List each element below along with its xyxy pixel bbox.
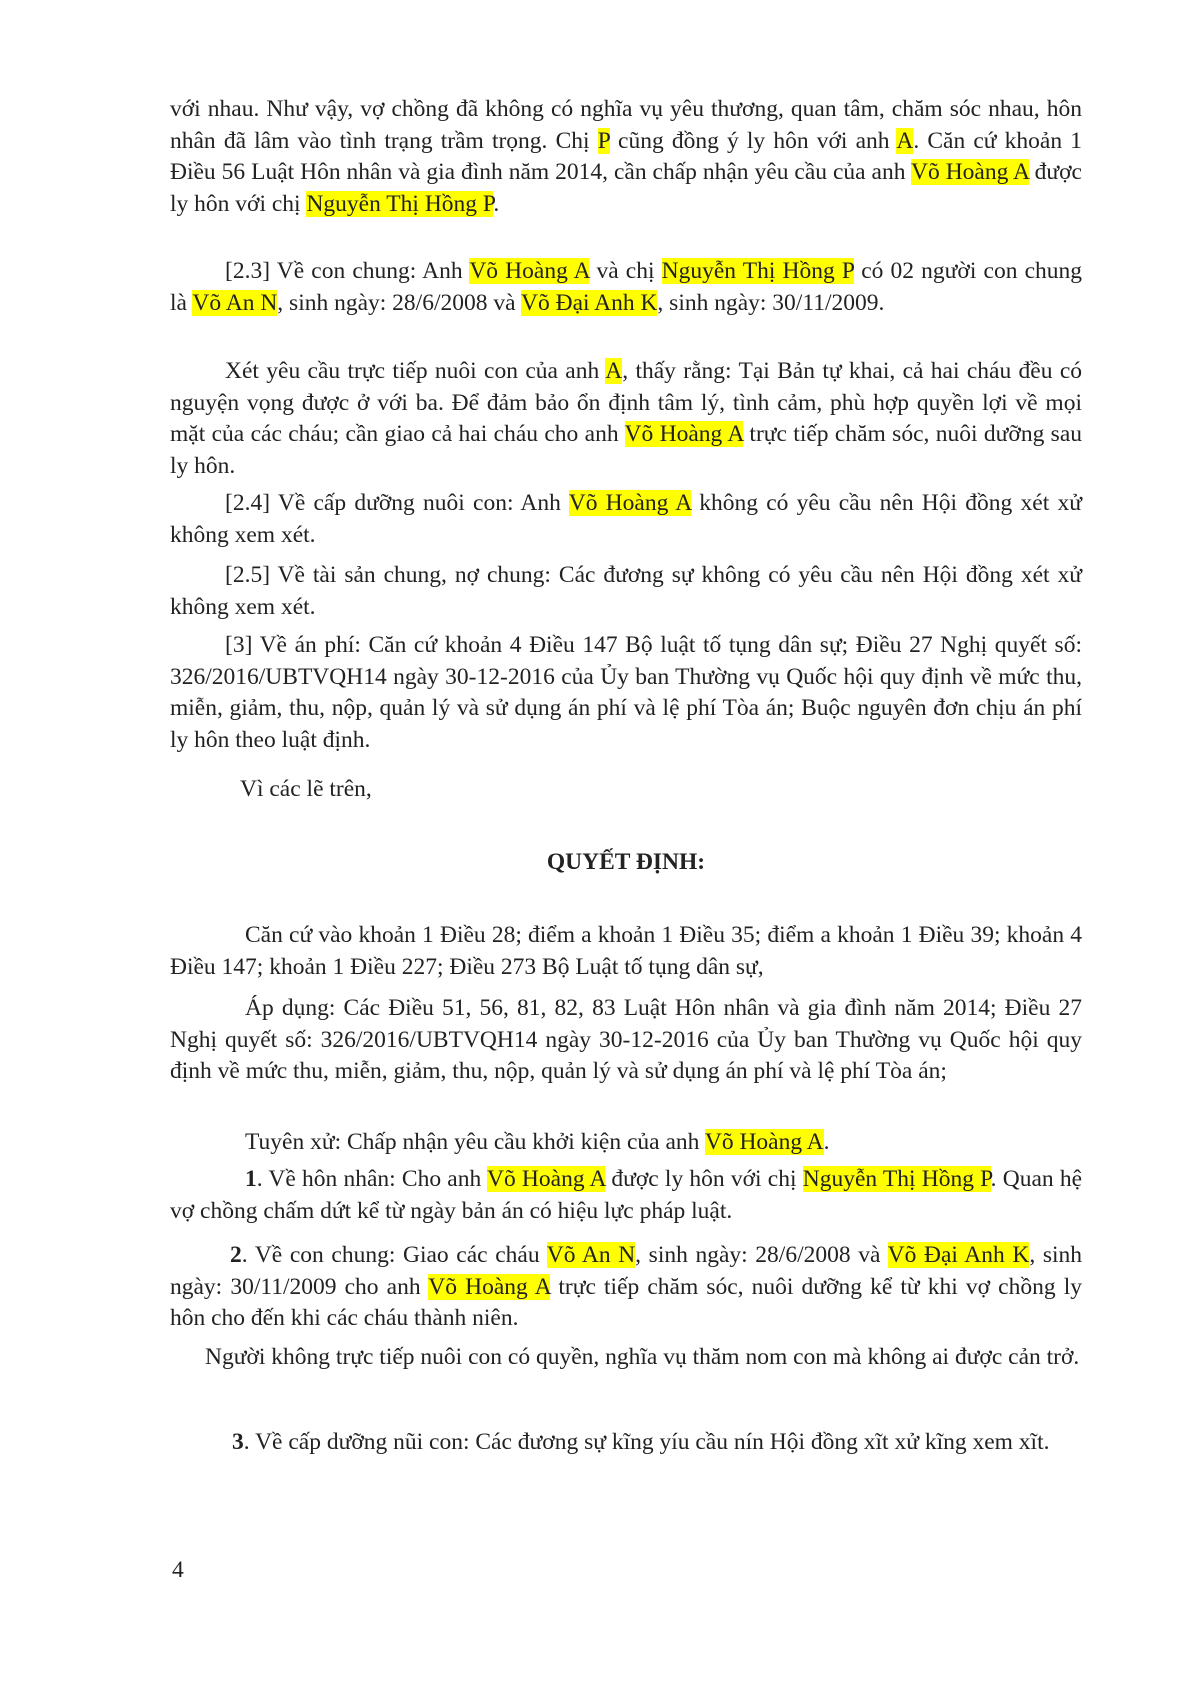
item-number: 2 [230, 1242, 242, 1268]
text-run: . [493, 190, 500, 217]
highlighted-name: Võ Hoàng A [704, 1129, 824, 1155]
text-run: có 02 người con chung là [170, 258, 1083, 316]
text-run: trực tiếp chăm sóc, nuôi dưỡng sau ly hôn. [170, 421, 1083, 479]
text-run: Áp dụng: Các Điều 51, 56, 81, 82, 83 Luật Hôn nhân và gia đình năm 2014; Điều 27 Nghị quyết số: 326/2016/UBTVQH14 ngày 30-12-2016 của Ủy ban Thường vụ Quốc hội quy định về mức thu, miễn, giảm, thu, nộp, quản lý và sử dụng án phí và lệ phí Tòa án; [170, 995, 1082, 1084]
highlighted-name: Võ Hoàng A [469, 258, 590, 284]
highlighted-name: Võ Hoàng A [624, 421, 744, 447]
text-run: , thấy rằng: Tại Bản tự khai, cả hai cháu đều có nguyện vọng được ở với ba. Để đảm bảo ổn định tâm lý, tình cảm, phù hợp quyền lợi về mọi mặt của các cháu; cần giao cả hai cháu cho anh [170, 358, 1083, 447]
paragraph [170, 256, 1082, 319]
highlighted-name: Nguyễn Thị Hồng P [802, 1166, 991, 1192]
highlighted-name: Võ An N [192, 289, 278, 316]
section-heading: QUYẾT ĐỊNH: [546, 849, 706, 875]
highlighted-name: A [605, 358, 623, 384]
text-run: . Về cấp dưỡng nũi con: Các đương sự kĩng yíu cầu nín Hội đồng xĩt xử kĩng xem xĩt. [243, 1429, 1050, 1455]
highlighted-name: Võ Hoàng A [428, 1273, 551, 1300]
paragraph [170, 356, 1082, 482]
paragraph [170, 1427, 1082, 1459]
text-run: . Về con chung: Giao các cháu [241, 1242, 547, 1268]
paragraph [170, 560, 1082, 623]
text-run: Xét yêu cầu trực tiếp nuôi con của anh [225, 358, 606, 384]
highlighted-name: Võ Hoàng A [487, 1166, 606, 1192]
highlighted-name: Võ Hoàng A [911, 159, 1029, 185]
text-run: [2.4] Về cấp dưỡng nuôi con: Anh [225, 490, 569, 516]
paragraph [170, 630, 1082, 756]
paragraph [170, 774, 1082, 806]
paragraph [170, 1164, 1082, 1227]
highlighted-name: P [597, 127, 610, 154]
text-run: Tuyên xử: Chấp nhận yêu cầu khởi kiện của anh [245, 1129, 705, 1155]
paragraph [170, 1342, 1082, 1374]
paragraph [170, 1240, 1082, 1335]
highlighted-name: Nguyễn Thị Hồng P [306, 190, 494, 217]
paragraph [170, 920, 1082, 983]
text-run: Căn cứ vào khoản 1 Điều 28; điểm a khoản 1 Điều 35; điểm a khoản 1 Điều 39; khoản 4 Điều 147; khoản 1 Điều 227; Điều 273 Bộ Luật tố tụng dân sự, [170, 922, 1082, 980]
text-run: Vì các lẽ trên, [240, 776, 372, 802]
text-run: [3] Về án phí: Căn cứ khoản 4 Điều 147 Bộ luật tố tụng dân sự; Điều 27 Nghị quyết số: 326/2016/UBTVQH14 ngày 30-12-2016 của Ủy ban Thường vụ Quốc hội quy định về mức thu, miễn, giảm, thu, nộp, quản lý và sử dụng án phí và lệ phí Tòa án; Buộc nguyên đơn chịu án phí ly hôn theo luật định. [170, 632, 1082, 753]
paragraph [170, 1127, 1082, 1159]
text-run: với nhau. Như vậy, vợ chồng đã không có nghĩa vụ yêu thương, quan tâm, chăm sóc nhau, hôn nhân đã lâm vào tình trạng trầm trọng. Chị [170, 96, 1082, 154]
text-run: và chị [589, 258, 662, 284]
text-run: , sinh ngày: 30/11/2009 cho anh [170, 1242, 1083, 1300]
text-run: . Quan hệ vợ chồng chấm dứt kể từ ngày bản án có hiệu lực pháp luật. [170, 1166, 1083, 1224]
highlighted-name: Võ Đại Anh K [521, 289, 658, 316]
highlighted-name: Võ An N [546, 1242, 636, 1268]
paragraph [170, 488, 1082, 551]
item-number: 3 [232, 1429, 244, 1455]
text-run: . Về hôn nhân: Cho anh [256, 1166, 487, 1192]
text-run: không có yêu cầu nên Hội đồng xét xử không xem xét. [170, 490, 1082, 548]
highlighted-name: Võ Đại Anh K [887, 1242, 1030, 1268]
text-run: , sinh ngày: 28/6/2008 và [635, 1242, 888, 1268]
text-run: , sinh ngày: 30/11/2009. [657, 289, 885, 316]
highlighted-name: Nguyễn Thị Hồng P [661, 258, 855, 284]
highlighted-name: Võ Hoàng A [568, 490, 691, 516]
paragraph [170, 94, 1082, 220]
paragraph [170, 993, 1082, 1088]
text-run: Người không trực tiếp nuôi con có quyền, nghĩa vụ thăm nom con mà không ai được cản trở. [205, 1344, 1080, 1370]
text-run: trực tiếp chăm sóc, nuôi dưỡng kể từ khi vợ chồng ly hôn cho đến khi các cháu thành niên. [170, 1273, 1083, 1331]
item-number: 1 [245, 1166, 257, 1192]
text-run: được ly hôn với chị [170, 159, 1082, 217]
text-run: , sinh ngày: 28/6/2008 và [277, 289, 521, 316]
highlighted-name: A [896, 127, 914, 154]
page-number: 4 [172, 1557, 184, 1583]
text-run: được ly hôn với chị [605, 1166, 803, 1192]
text-run: cũng đồng ý ly hôn với anh [609, 127, 897, 154]
text-run: . Căn cứ khoản 1 Điều 56 Luật Hôn nhân và gia đình năm 2014, cần chấp nhận yêu cầu của anh [170, 127, 1083, 185]
text-run: . [823, 1129, 830, 1155]
text-run: [2.5] Về tài sản chung, nợ chung: Các đương sự không có yêu cầu nên Hội đồng xét xử không xem xét. [170, 562, 1082, 620]
text-run: [2.3] Về con chung: Anh [225, 258, 470, 284]
